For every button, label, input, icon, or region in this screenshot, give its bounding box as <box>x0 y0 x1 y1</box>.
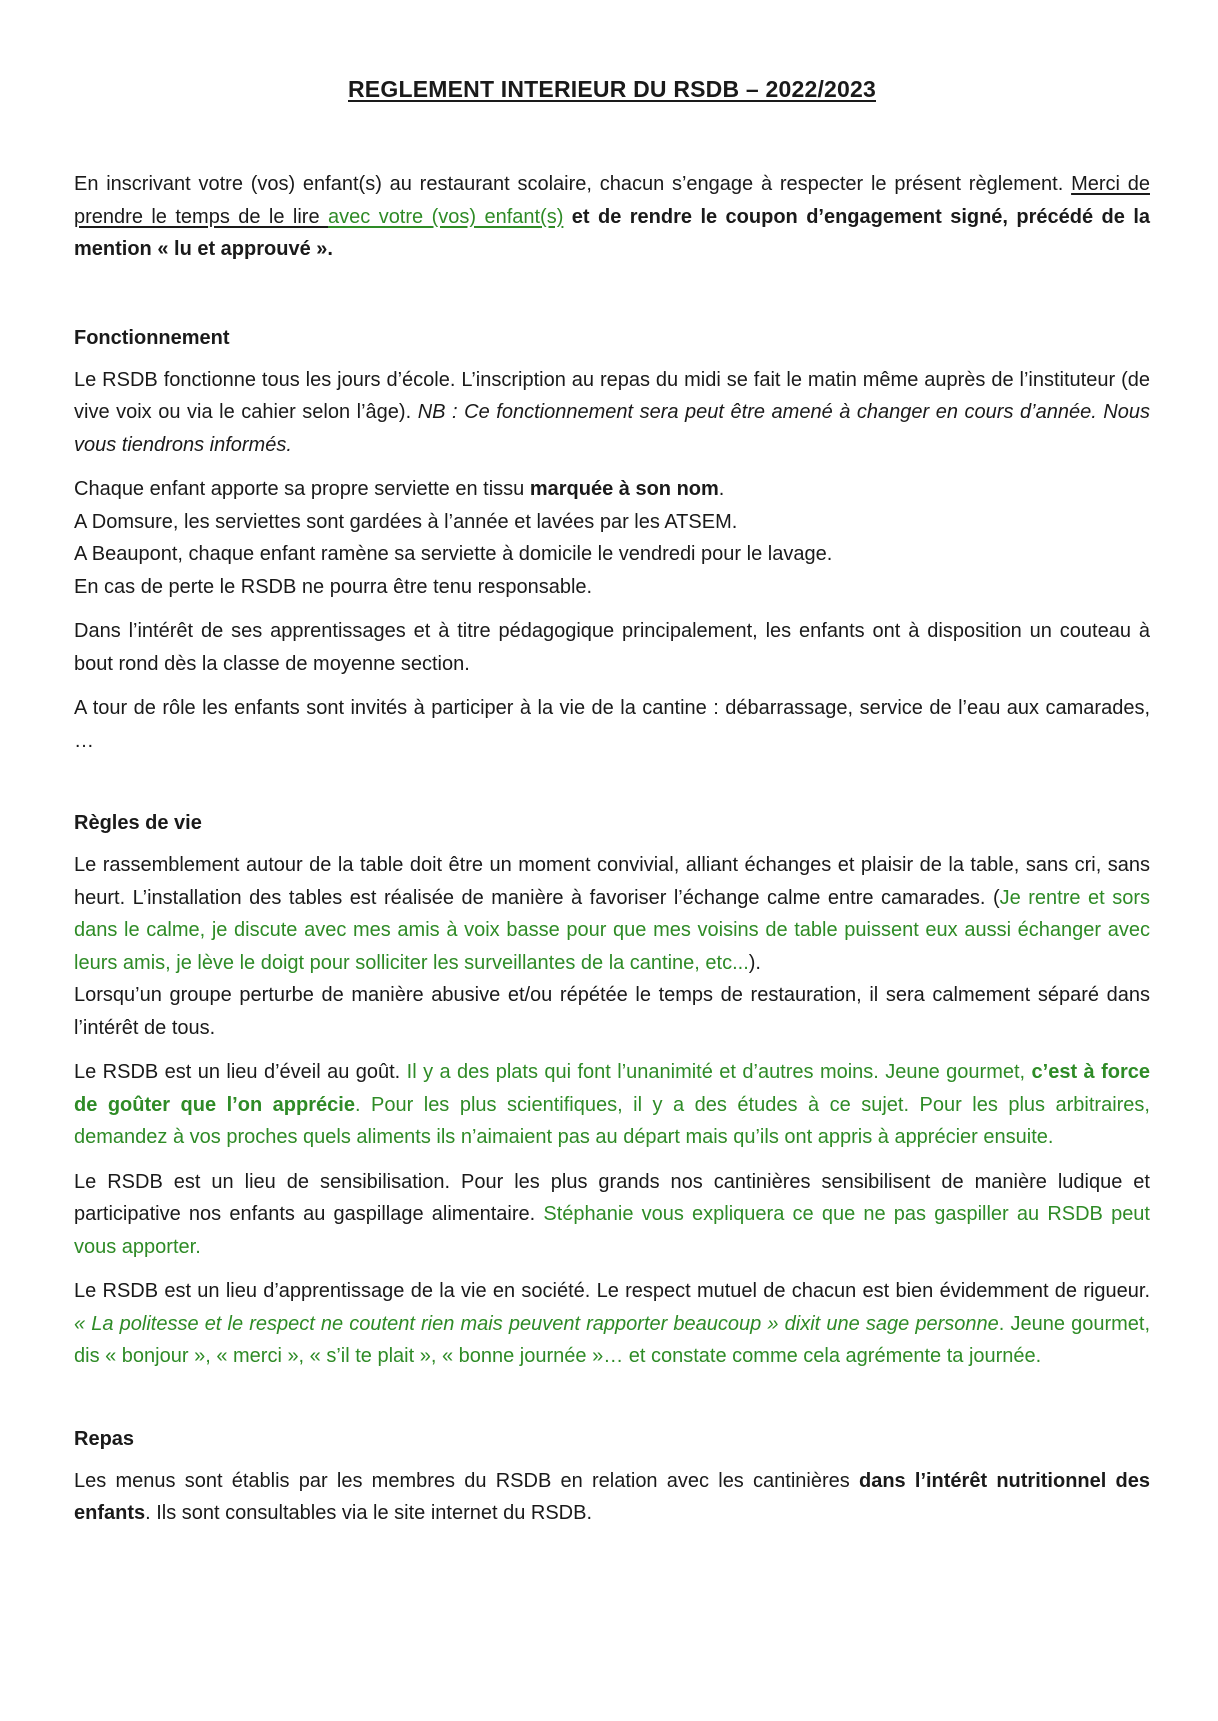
gout-green-bold: c’est à force de goûter que l’on apprécie <box>74 1061 1150 1116</box>
serviette-dot: . <box>718 478 725 500</box>
sensibilisation-green: Stéphanie vous expliquera ce que ne pas gaspiller au RSDB peut vous apporter. <box>74 1203 1150 1258</box>
domsure-line: A Domsure, les serviettes sont gardées à l’année et lavées par les ATSEM. <box>74 510 738 533</box>
intro-underlined-green: avec votre (vos) enfant(s) <box>328 205 564 228</box>
perte-line: En cas de perte le RSDB ne pourra être tenu responsable. <box>74 575 593 598</box>
document-title: REGLEMENT INTERIEUR DU RSDB – 2022/2023 <box>348 76 876 102</box>
heading-fonctionnement: Fonctionnement <box>74 326 230 349</box>
societe-green-italic: « La politesse et le respect ne coutent rien mais peuvent rapporter beaucoup » dixit une sage personne <box>74 1312 999 1335</box>
heading-repas: Repas <box>74 1427 135 1450</box>
repas-bold: dans l’intérêt nutritionnel des enfants <box>74 1469 1151 1524</box>
regles-p1-close: ). <box>748 951 761 974</box>
repas-text-end: . Ils sont consultables via le site internet du RSDB. <box>145 1502 593 1524</box>
serviette-bold: marquée à son nom <box>529 478 719 500</box>
beaupont-line: A Beaupont, chaque enfant ramène sa serviette à domicile le vendredi pour le lavage. <box>74 543 833 565</box>
fonctionnement-p1-text: Le RSDB fonctionne tous les jours d’école. L’inscription au repas du midi se fait le matin même auprès de l’instituteur (de vive voix ou via le cahier selon l’âge). <box>74 368 1150 423</box>
repas-text: Les menus sont établis par les membres du RSDB en relation avec les cantinières <box>74 1469 859 1492</box>
fonctionnement-paragraph-2 <box>74 473 1150 603</box>
fonctionnement-paragraph-1 <box>74 364 1150 462</box>
regles-p1-text: Le rassemblement autour de la table doit être un moment convivial, alliant échanges et plaisir de la table, sans cri, sans heurt. L’installation des tables est réalisée de manière à favoriser l’échange calme entre camarades. ( <box>74 854 1150 909</box>
gout-text: Le RSDB est un lieu d’éveil au goût. <box>74 1061 407 1083</box>
societe-text: Le RSDB est un lieu d’apprentissage de la vie en société. Le respect mutuel de chacun est bien évidemment de rigueur. <box>74 1280 1150 1302</box>
regles-p1-line2: Lorsqu’un groupe perturbe de manière abusive et/ou répétée le temps de restauration, il sera calmement séparé dans l’intérêt de tous. <box>74 984 1150 1039</box>
fonctionnement-p1-note: NB : Ce fonctionnement sera peut être amené à changer en cours d’année. Nous vous tiendrons informés. <box>74 401 1150 456</box>
regles-p1-green: Je rentre et sors dans le calme, je discute avec mes amis à voix basse pour que mes voisins de table puissent eux aussi échanger avec leurs amis, je lève le doigt pour solliciter les surveillantes de la cantine, etc... <box>74 886 1150 974</box>
heading-regles-de-vie: Règles de vie <box>74 812 202 834</box>
gout-green-2: . Pour les plus scientifiques, il y a des études à ce sujet. Pour les plus arbitraires, demandez à vos proches quels aliments ils n’aimaient pas au départ mais qu’ils ont appris à apprécier ensuite. <box>74 1093 1150 1148</box>
societe-green: . Jeune gourmet, dis « bonjour », « merci », « s’il te plait », « bonne journée »… et constate comme cela agrémente ta journée. <box>74 1312 1150 1367</box>
serviette-text: Chaque enfant apporte sa propre serviette en tissu <box>74 478 530 500</box>
intro-text: En inscrivant votre (vos) enfant(s) au restaurant scolaire, chacun s’engage à respecter le présent règlement. <box>74 173 1072 195</box>
intro-underlined: Merci de prendre le temps de le lire <box>74 173 1150 228</box>
fonctionnement-paragraph-3: Dans l’intérêt de ses apprentissages et à titre pédagogique principalement, les enfants ont à disposition un couteau à bout rond dès la classe de moyenne section. <box>74 620 1150 675</box>
regles-paragraph-4 <box>74 1275 1150 1373</box>
regles-paragraph-3 <box>74 1166 1150 1264</box>
intro-paragraph <box>74 168 1150 266</box>
sensibilisation-text: Le RSDB est un lieu de sensibilisation. Pour les plus grands nos cantinières sensibilisent de manière ludique et participative nos enfants au gaspillage alimentaire. <box>74 1170 1150 1225</box>
repas-paragraph-1 <box>74 1465 1150 1530</box>
regles-paragraph-2 <box>74 1056 1150 1154</box>
intro-bold: et de rendre le coupon d’engagement signé, précédé de la mention « lu et approuvé ». <box>74 205 1150 260</box>
fonctionnement-paragraph-4: A tour de rôle les enfants sont invités à participer à la vie de la cantine : débarrassage, service de l’eau aux camarades, … <box>74 697 1150 752</box>
regles-paragraph-1 <box>74 849 1150 1044</box>
gout-green-1: Il y a des plats qui font l’unanimité et d’autres moins. Jeune gourmet, <box>406 1061 1032 1083</box>
